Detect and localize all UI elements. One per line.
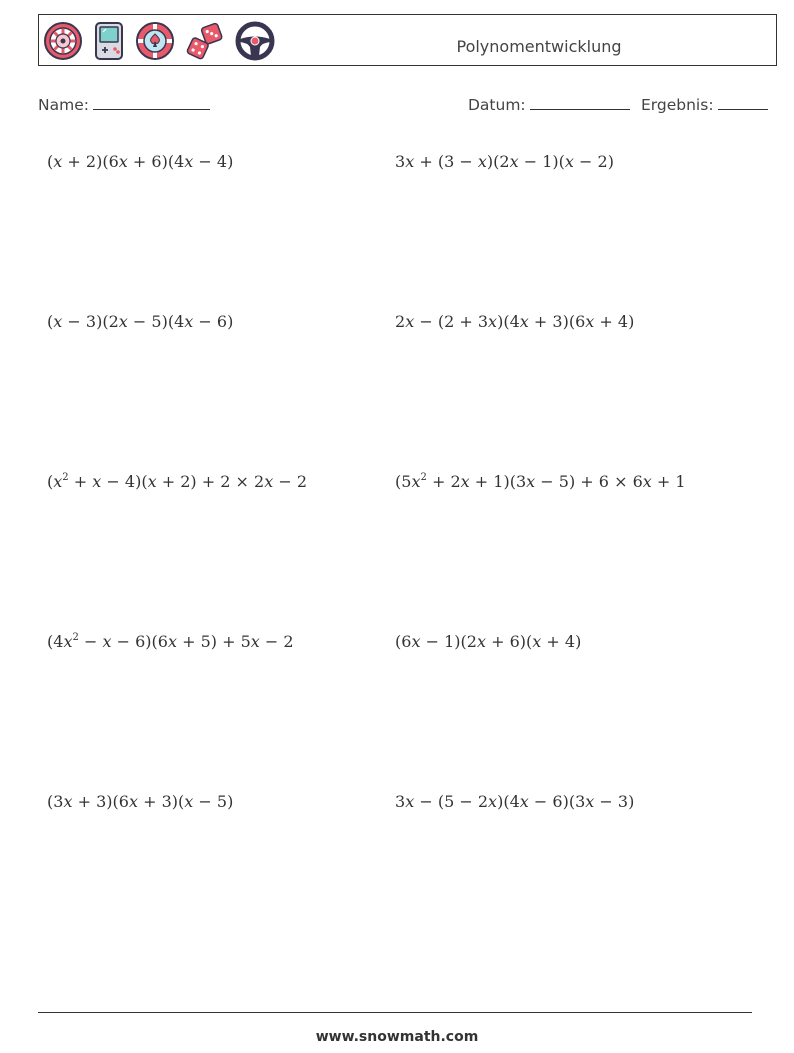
handheld-console-icon bbox=[93, 21, 125, 61]
result-blank[interactable] bbox=[718, 94, 768, 110]
worksheet-header bbox=[38, 14, 777, 66]
steering-wheel-icon bbox=[235, 21, 275, 61]
problem-4: 2x − (2 + 3x)(4x + 3)(6x + 4) bbox=[395, 312, 635, 331]
problem-3: (x − 3)(2x − 5)(4x − 6) bbox=[47, 312, 234, 331]
date-field bbox=[468, 94, 630, 114]
dartboard-icon bbox=[43, 21, 83, 61]
date-blank[interactable] bbox=[530, 94, 630, 110]
result-field bbox=[641, 94, 768, 114]
problem-6: $(5x^2 + 2x + 1)(3x - 5) + 6 \times 6x + 1$ bbox=[395, 472, 686, 491]
poker-chip-icon bbox=[135, 21, 175, 61]
problem-9: (3x + 3)(6x + 3)(x − 5) bbox=[47, 792, 234, 811]
page-title: Polynomentwicklung bbox=[456, 37, 622, 56]
result-label: Ergebnis: bbox=[641, 96, 714, 114]
header-icons bbox=[43, 21, 275, 61]
dice-icon bbox=[185, 21, 225, 61]
student-fields bbox=[38, 94, 772, 116]
name-field bbox=[38, 94, 210, 114]
problem-7: $(4x^2 - x - 6)(6x + 5) + 5x - 2$ bbox=[47, 632, 294, 651]
date-label: Datum: bbox=[468, 96, 526, 114]
problem-5: $(x^2 + x - 4)(x + 2) + 2 \times 2x - 2$ bbox=[47, 472, 307, 491]
problem-2: 3x + (3 − x)(2x − 1)(x − 2) bbox=[395, 152, 614, 171]
problem-1: (x + 2)(6x + 6)(4x − 4) bbox=[47, 152, 234, 171]
problem-10: 3x − (5 − 2x)(4x − 6)(3x − 3) bbox=[395, 792, 635, 811]
problem-8: (6x − 1)(2x + 6)(x + 4) bbox=[395, 632, 582, 651]
name-label: Name: bbox=[38, 96, 89, 114]
name-blank[interactable] bbox=[93, 94, 210, 110]
footer-url[interactable]: www.snowmath.com bbox=[315, 1029, 479, 1045]
footer-divider bbox=[38, 1012, 752, 1013]
